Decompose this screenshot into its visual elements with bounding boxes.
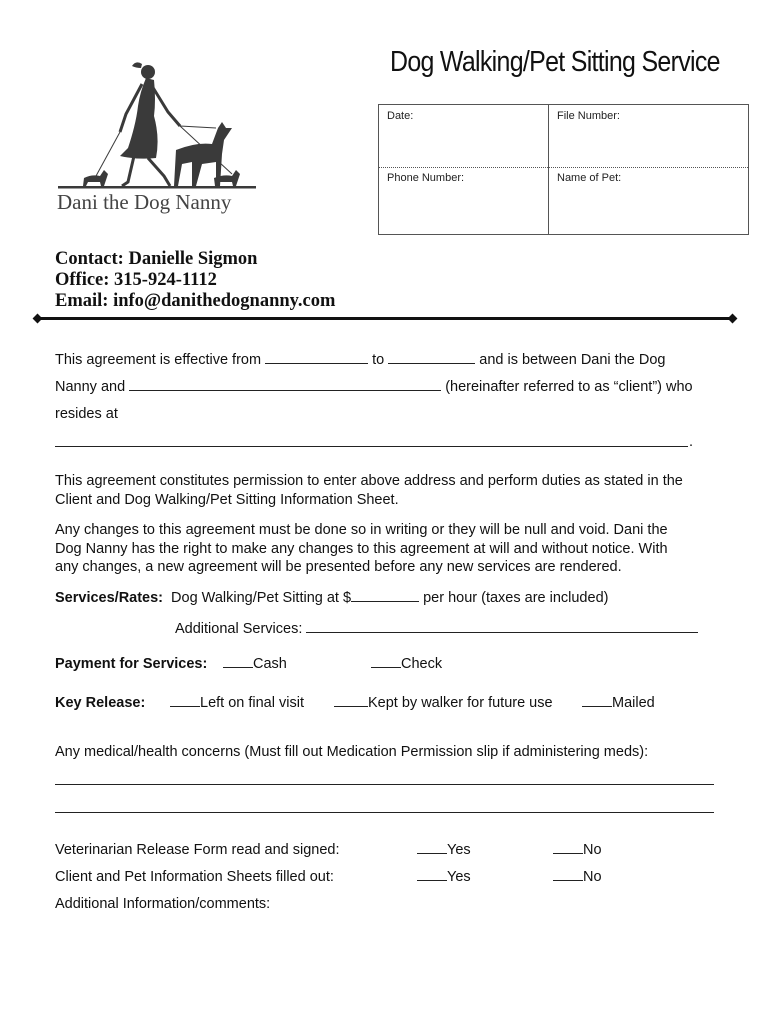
- diamond-icon: [33, 314, 43, 324]
- agreement-text: Nanny and: [55, 379, 126, 395]
- key-kept-option[interactable]: [334, 694, 553, 713]
- vet-release-no-option[interactable]: [553, 841, 602, 860]
- file-number-field[interactable]: [549, 105, 749, 167]
- dog-nanny-logo: [56, 58, 261, 193]
- agreement-text: and is between Dani the Dog: [479, 352, 666, 368]
- changes-paragraph: [55, 521, 668, 577]
- payment-row: [55, 655, 207, 674]
- key-left-option[interactable]: [170, 694, 304, 713]
- key-left-blank[interactable]: [170, 694, 200, 707]
- medical-blank-line[interactable]: [55, 784, 714, 785]
- key-left-label: Left on final visit: [200, 695, 304, 711]
- contact-email: Email: info@danithedognanny.com: [55, 291, 336, 311]
- paragraph-line: Any changes to this agreement must be done so in writing or they will be null and void. Dani the: [55, 522, 668, 538]
- cash-label: Cash: [253, 656, 287, 672]
- section-divider: [37, 317, 733, 320]
- cash-check-blank[interactable]: [223, 655, 253, 668]
- vet-release-yes-option[interactable]: [417, 841, 471, 860]
- permission-paragraph: [55, 472, 683, 509]
- key-kept-blank[interactable]: [334, 694, 368, 707]
- info-sheets-label: Client and Pet Information Sheets filled out:: [55, 869, 334, 885]
- paragraph-line: This agreement constitutes permission to enter above address and perform duties as stated in the: [55, 473, 683, 489]
- phone-number-field[interactable]: [379, 167, 548, 235]
- services-label: Services/Rates:: [55, 590, 164, 606]
- diamond-icon: [728, 314, 738, 324]
- payment-cash-option[interactable]: [223, 655, 287, 674]
- pet-name-field[interactable]: [549, 167, 749, 235]
- medical-blank-line[interactable]: [55, 812, 714, 813]
- additional-info-label: Additional Information/comments:: [55, 896, 271, 912]
- resides-at-label: resides at: [55, 406, 118, 422]
- contact-name: Contact: Danielle Sigmon: [55, 249, 258, 269]
- key-mailed-option[interactable]: [582, 694, 655, 713]
- start-date-blank[interactable]: [265, 351, 368, 364]
- walking-rate-text: Dog Walking/Pet Sitting at $: [171, 590, 352, 606]
- vet-no-blank[interactable]: [553, 841, 583, 854]
- key-release-label: [55, 694, 145, 713]
- rate-blank[interactable]: [351, 589, 419, 602]
- yes-label: Yes: [447, 869, 471, 885]
- agreement-text: to: [372, 352, 385, 368]
- key-mailed-blank[interactable]: [582, 694, 612, 707]
- sheets-yes-blank[interactable]: [417, 868, 447, 881]
- info-sheets-yes-option[interactable]: [417, 868, 471, 887]
- agreement-line-2: [55, 378, 693, 397]
- logo-text: Dani the Dog Nanny: [57, 190, 232, 214]
- check-check-blank[interactable]: [371, 655, 401, 668]
- vet-yes-blank[interactable]: [417, 841, 447, 854]
- key-release-text: Key Release:: [55, 695, 146, 711]
- no-label: No: [583, 842, 602, 858]
- date-field[interactable]: [379, 105, 548, 167]
- phone-number-label: Phone Number:: [387, 172, 465, 184]
- additional-services-blank[interactable]: [306, 620, 698, 633]
- client-name-blank[interactable]: [129, 378, 441, 391]
- payment-label: Payment for Services:: [55, 656, 208, 672]
- document-title: Dog Walking/Pet Sitting Service: [390, 46, 720, 78]
- contact-block: [55, 249, 335, 312]
- vet-release-label: Veterinarian Release Form read and signed:: [55, 842, 340, 858]
- address-blank[interactable]: [55, 446, 688, 447]
- paragraph-line: Dog Nanny has the right to make any changes to this agreement at will and without notice. With: [55, 540, 668, 557]
- key-kept-label: Kept by walker for future use: [368, 695, 553, 711]
- date-label: Date:: [387, 110, 414, 122]
- paragraph-line: any changes, a new agreement will be presented before any new services are rendered.: [55, 559, 622, 575]
- additional-services-label: Additional Services:: [175, 621, 303, 637]
- paragraph-line: Client and Dog Walking/Pet Sitting Information Sheet.: [55, 491, 399, 508]
- agreement-line-1: [55, 351, 665, 370]
- walking-rate-text: per hour (taxes are included): [423, 590, 609, 606]
- file-number-label: File Number:: [557, 110, 620, 122]
- pet-name-label: Name of Pet:: [557, 172, 622, 184]
- medical-concerns-label: Any medical/health concerns (Must fill out Medication Permission slip if administering meds):: [55, 744, 649, 760]
- info-sheets-no-option[interactable]: [553, 868, 602, 887]
- key-mailed-label: Mailed: [612, 695, 655, 711]
- agreement-text: (hereinafter referred to as “client”) who: [445, 379, 693, 395]
- no-label: No: [583, 869, 602, 885]
- additional-services-row: [175, 620, 698, 639]
- check-label: Check: [401, 656, 443, 672]
- yes-label: Yes: [447, 842, 471, 858]
- services-rates-row: [55, 589, 608, 608]
- payment-check-option[interactable]: [371, 655, 442, 674]
- agreement-text: This agreement is effective from: [55, 352, 262, 368]
- contact-office: Office: 315-924-1112: [55, 270, 217, 290]
- info-table: [378, 104, 749, 235]
- end-date-blank[interactable]: [388, 351, 475, 364]
- address-period: .: [689, 434, 694, 450]
- sheets-no-blank[interactable]: [553, 868, 583, 881]
